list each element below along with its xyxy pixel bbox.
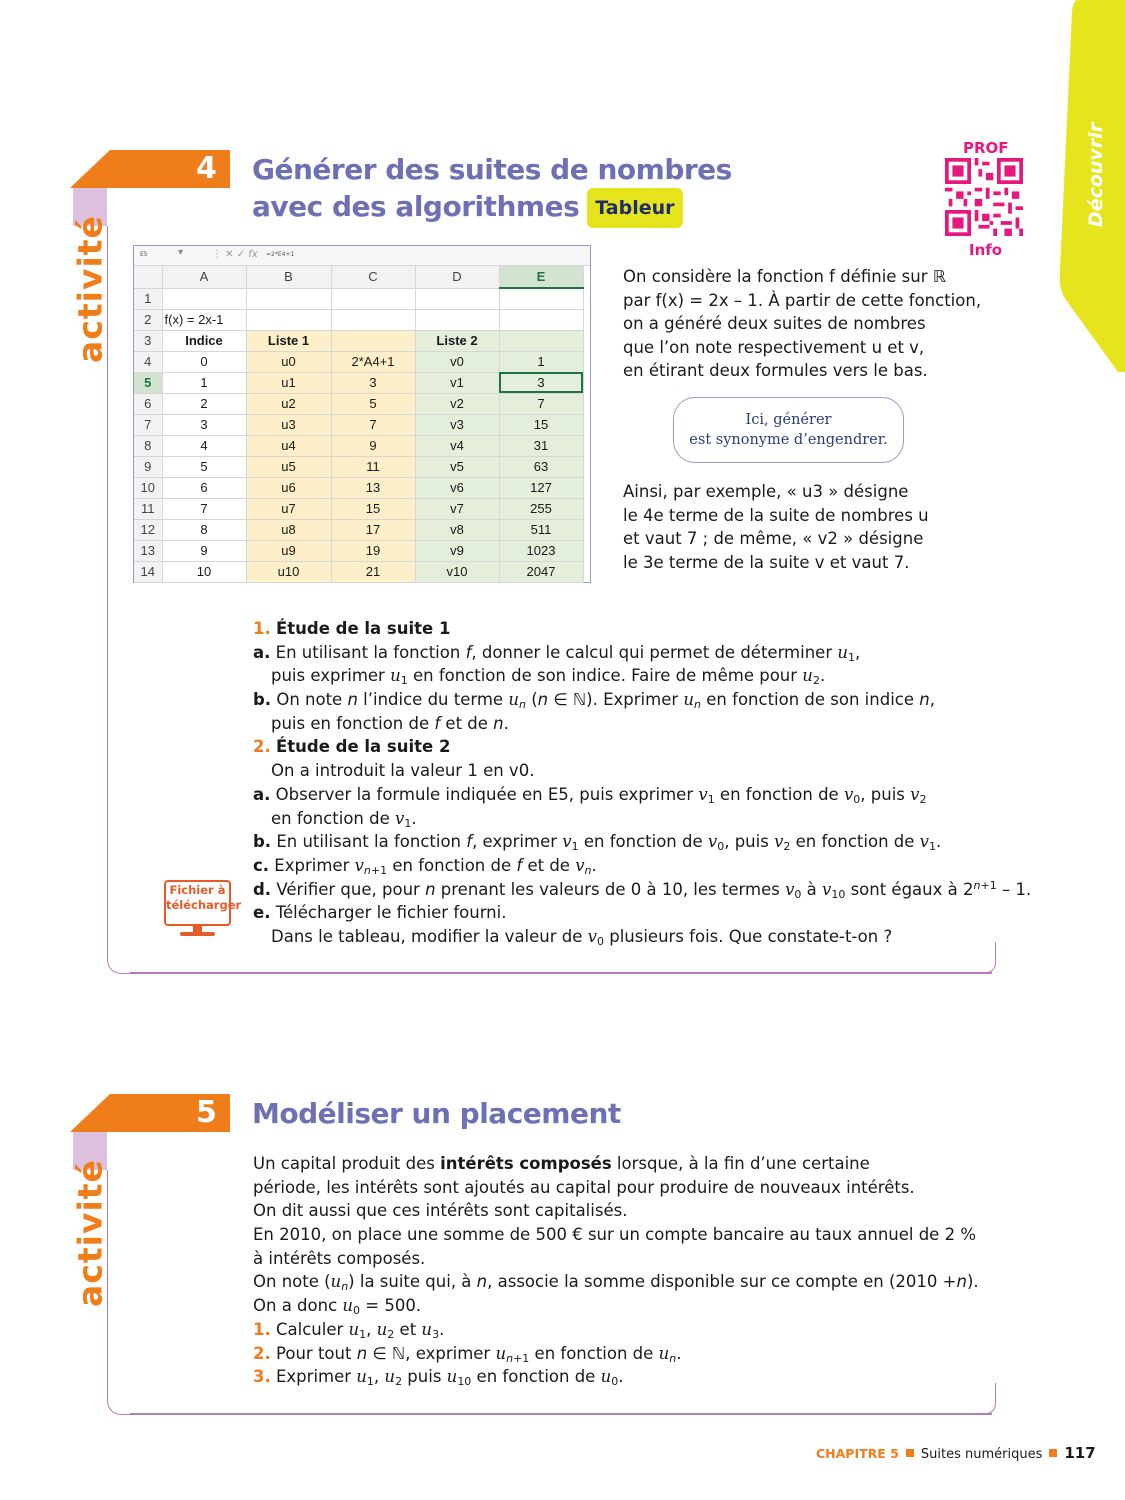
question-1b-cont: puis en fonction de f et de n. <box>271 713 509 733</box>
table-cell[interactable]: 5 <box>331 393 415 414</box>
qr-info-label: Info <box>969 241 1003 259</box>
table-cell[interactable]: 3 <box>331 372 415 393</box>
example-paragraph <box>623 480 929 574</box>
row-header[interactable]: 3 <box>134 330 162 351</box>
function-cell[interactable]: f(x) = 2x-1 <box>162 309 246 330</box>
table-cell[interactable]: 1 <box>499 351 583 372</box>
table-cell[interactable]: u4 <box>246 435 331 456</box>
formula-bar[interactable] <box>134 246 590 266</box>
table-cell[interactable]: v5 <box>415 456 499 477</box>
table-cell[interactable]: u6 <box>246 477 331 498</box>
table-cell[interactable]: v3 <box>415 414 499 435</box>
table-cell[interactable]: u5 <box>246 456 331 477</box>
text-line: à intérêts composés. <box>253 1248 426 1268</box>
definition-bubble <box>673 397 904 463</box>
col-header-b[interactable]: B <box>246 266 331 288</box>
question-1a-cont: puis exprimer $u_1$ en fonction de son indice. Faire de même pour $u_2$. <box>271 666 826 688</box>
row-header[interactable]: 5 <box>134 372 162 393</box>
table-cell[interactable]: u9 <box>246 540 331 561</box>
text-line: On a donc $u_0 = 500$. <box>253 1296 422 1318</box>
table-cell[interactable]: 13 <box>331 477 415 498</box>
intro-paragraph <box>623 265 981 383</box>
question-1-heading: 1. Étude de la suite 1 <box>253 619 451 638</box>
table-cell[interactable]: 17 <box>331 519 415 540</box>
table-cell[interactable]: v0 <box>415 351 499 372</box>
table-cell[interactable]: v1 <box>415 372 499 393</box>
table-cell[interactable]: 21 <box>331 561 415 582</box>
intro-line: en étirant deux formules vers le bas. <box>623 361 928 380</box>
question-2-heading: 2. Étude de la suite 2 <box>253 737 451 757</box>
question-2d: d. Vérifier que, pour n prenant les valeurs de 0 à 10, les termes $v_0$ à $v_{10}$ sont égaux à $2^{n+1} - 1$. <box>253 878 1032 901</box>
table-cell[interactable]: 9 <box>331 435 415 456</box>
table-cell[interactable]: v6 <box>415 477 499 498</box>
col-header-c[interactable]: C <box>331 266 415 288</box>
row-header[interactable]: 1 <box>134 288 162 309</box>
question-2e-cont: Dans le tableau, modifier la valeur de $v_0$ plusieurs fois. Que constate-t-on ? <box>271 926 893 948</box>
activity-4-label: activité <box>70 215 110 363</box>
table-cell[interactable]: v4 <box>415 435 499 456</box>
table-cell[interactable]: v10 <box>415 561 499 582</box>
table-cell[interactable]: 19 <box>331 540 415 561</box>
example-line: le 3e terme de la suite v et vaut 7. <box>623 552 910 572</box>
question-1: 1. Calculer $u_1$, $u_2$ et $u_3$. <box>253 1319 445 1341</box>
activity-4-frame-bottom <box>130 972 992 974</box>
spreadsheet-grid[interactable] <box>134 266 584 583</box>
header-cell[interactable] <box>499 330 583 351</box>
table-cell[interactable]: 127 <box>499 477 583 498</box>
table-cell[interactable]: 5 <box>162 456 246 477</box>
side-tab-label[interactable]: Découvrir <box>1085 122 1107 228</box>
page-footer <box>816 1444 1096 1462</box>
bubble-line: est synonyme d’engendrer. <box>689 432 888 448</box>
table-cell[interactable]: u1 <box>246 372 331 393</box>
footer-square-icon <box>1049 1449 1057 1457</box>
row-header[interactable]: 9 <box>134 456 162 477</box>
qr-code-icon[interactable] <box>945 158 1023 236</box>
footer-square-icon <box>906 1449 914 1457</box>
intro-line: par f(x) = 2x – 1. À partir de cette fonction, <box>623 290 982 310</box>
text-line: On note $(u_n)$ la suite qui, à n, associe la somme disponible sur ce compte en (2010 +n). <box>253 1272 979 1294</box>
row-header[interactable]: 13 <box>134 540 162 561</box>
question-2b: b. En utilisant la fonction f, exprimer $v_1$ en fonction de $v_0$, puis $v_2$ en fonction de $v_1$. <box>253 832 942 854</box>
bubble-line: Ici, générer <box>745 412 832 428</box>
formula-text[interactable]: =2*E4+1 <box>266 251 295 258</box>
question-2e: e. Télécharger le fichier fourni. <box>253 903 507 923</box>
text-line: Un capital produit des intérêts composés lorsque, à la fin d’une certaine <box>253 1154 870 1173</box>
question-2c: c. Exprimer $v_{n+1}$ en fonction de f et de $v_n$. <box>253 855 597 877</box>
footer-title: Suites numériques <box>920 1447 1043 1462</box>
question-1b: b. On note n l’indice du terme $u_n$ (n ∈ ℕ). Exprimer $u_n$ en fonction de son indice n, <box>253 690 935 712</box>
activity-4-title-line2: avec des algorithmes Tableur <box>252 188 732 228</box>
activity-5-label: activité <box>70 1159 110 1307</box>
download-file-label[interactable]: Fichier à télécharger <box>166 883 242 912</box>
header-cell[interactable]: Indice <box>162 330 246 351</box>
intro-line: On considère la fonction f définie sur ℝ <box>623 267 946 286</box>
row-header[interactable]: 2 <box>134 309 162 330</box>
header-cell[interactable]: Liste 1 <box>246 330 331 351</box>
table-cell[interactable]: 255 <box>499 498 583 519</box>
question-3: 3. Exprimer $u_1$, $u_2$ puis $u_{10}$ en fonction de $u_0$. <box>253 1367 624 1389</box>
row-header[interactable]: 7 <box>134 414 162 435</box>
table-cell[interactable]: u7 <box>246 498 331 519</box>
activity-4-title <box>252 152 732 228</box>
text-line: période, les intérêts sont ajoutés au capital pour produire de nouveaux intérêts. <box>253 1177 915 1197</box>
spreadsheet[interactable] <box>133 245 591 583</box>
row-header[interactable]: 8 <box>134 435 162 456</box>
activity-5-frame <box>107 1170 147 1415</box>
table-cell[interactable]: v2 <box>415 393 499 414</box>
row-header[interactable]: 4 <box>134 351 162 372</box>
table-cell[interactable]: 7 <box>331 414 415 435</box>
table-cell[interactable]: v8 <box>415 519 499 540</box>
intro-line: que l’on note respectivement u et v, <box>623 337 925 357</box>
table-cell[interactable]: u8 <box>246 519 331 540</box>
page-number: 117 <box>1064 1444 1096 1462</box>
row-header[interactable]: 14 <box>134 561 162 582</box>
activity-4-title-line1: Générer des suites de nombres <box>252 153 732 186</box>
table-cell[interactable]: 4 <box>162 435 246 456</box>
header-cell[interactable]: Liste 2 <box>415 330 499 351</box>
table-cell[interactable]: 7 <box>499 393 583 414</box>
table-cell[interactable]: v9 <box>415 540 499 561</box>
example-line: le 4e terme de la suite de nombres u <box>623 505 929 525</box>
table-cell[interactable]: 2*A4+1 <box>331 351 415 372</box>
table-cell[interactable]: 10 <box>162 561 246 582</box>
activity-4-questions <box>253 617 1031 949</box>
table-cell[interactable]: 31 <box>499 435 583 456</box>
activity-5-number: 5 <box>196 1095 217 1130</box>
activity-4-number: 4 <box>196 151 217 186</box>
table-cell[interactable]: 8 <box>162 519 246 540</box>
activity-5-frame-bottom <box>130 1413 992 1415</box>
intro-line: on a généré deux suites de nombres <box>623 314 926 333</box>
formula-bar-icons: ⋮ ✕ ✓ fx <box>212 249 258 260</box>
table-cell[interactable]: 1 <box>162 372 246 393</box>
table-cell[interactable]: 6 <box>162 477 246 498</box>
tableur-badge: Tableur <box>587 188 682 228</box>
table-cell[interactable]: 63 <box>499 456 583 477</box>
activity-5-content <box>253 1152 979 1389</box>
question-2a: a. Observer la formule indiquée en E5, puis exprimer $v_1$ en fonction de $v_0$, puis $v_2$ <box>253 784 927 806</box>
table-cell[interactable]: 2047 <box>499 561 583 582</box>
text-line: On dit aussi que ces intérêts sont capitalisés. <box>253 1201 628 1221</box>
table-cell[interactable]: 2 <box>162 393 246 414</box>
row-header[interactable]: 12 <box>134 519 162 540</box>
question-2a-cont: en fonction de $v_1$. <box>271 808 417 830</box>
table-cell[interactable]: u3 <box>246 414 331 435</box>
qr-prof-label: PROF <box>963 139 1009 157</box>
footer-chapter: CHAPITRE 5 <box>816 1446 899 1461</box>
table-cell[interactable]: u0 <box>246 351 331 372</box>
text-line: En 2010, on place une somme de 500 € sur un compte bancaire au taux annuel de 2 % <box>253 1225 977 1245</box>
table-cell[interactable]: 1023 <box>499 540 583 561</box>
question-2: 2. Pour tout n ∈ ℕ, exprimer $u_{n+1}$ en fonction de $u_n$. <box>253 1343 682 1365</box>
row-header[interactable]: 11 <box>134 498 162 519</box>
example-line: Ainsi, par exemple, « u3 » désigne <box>623 482 909 501</box>
cell-reference[interactable]: E5 <box>140 251 148 258</box>
activity-5-title: Modéliser un placement <box>252 1097 621 1130</box>
table-cell[interactable]: v7 <box>415 498 499 519</box>
table-cell[interactable]: 0 <box>162 351 246 372</box>
table-cell[interactable]: 9 <box>162 540 246 561</box>
header-cell[interactable] <box>331 330 415 351</box>
table-cell[interactable]: u2 <box>246 393 331 414</box>
table-cell[interactable]: 3 <box>162 414 246 435</box>
row-header[interactable]: 10 <box>134 477 162 498</box>
selected-cell[interactable]: 3 <box>499 372 583 393</box>
question-2-intro: On a introduit la valeur 1 en v0. <box>271 761 535 781</box>
dropdown-icon[interactable]: ▾ <box>178 247 184 258</box>
row-header[interactable]: 6 <box>134 393 162 414</box>
table-cell[interactable]: 11 <box>331 456 415 477</box>
col-header-e[interactable]: E <box>499 266 583 288</box>
table-cell[interactable]: 511 <box>499 519 583 540</box>
table-cell[interactable]: 15 <box>499 414 583 435</box>
question-1a: a. En utilisant la fonction f, donner le calcul qui permet de déterminer $u_1$, <box>253 642 861 664</box>
col-header-a[interactable]: A <box>162 266 246 288</box>
col-header-d[interactable]: D <box>415 266 499 288</box>
table-cell[interactable]: 7 <box>162 498 246 519</box>
example-line: et vaut 7 ; de même, « v2 » désigne <box>623 529 924 548</box>
table-cell[interactable]: u10 <box>246 561 331 582</box>
table-cell[interactable]: 15 <box>331 498 415 519</box>
